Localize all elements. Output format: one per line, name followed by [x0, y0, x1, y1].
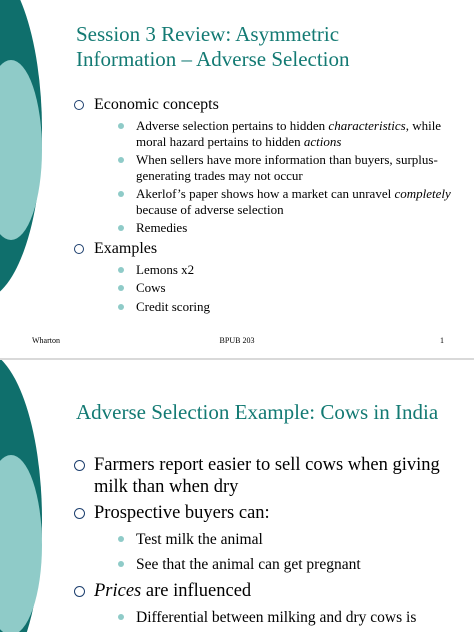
bullet-text: Examples: [94, 239, 158, 257]
text-segment: Remedies: [136, 220, 188, 235]
bullet-text: Economic concepts: [94, 96, 219, 113]
list-item: [114, 186, 454, 217]
prices-list: [114, 608, 464, 627]
dot-bullet-icon: [118, 123, 124, 129]
text-segment: Differential between milking and dry cows is: [136, 609, 417, 626]
bullet-farmers: [74, 454, 464, 498]
slide-2: [0, 360, 474, 632]
italic-text: Prices: [94, 581, 142, 601]
slide-1-title: [76, 22, 350, 72]
list-item: [114, 220, 454, 236]
examples-list: [114, 262, 454, 315]
text-segment: See that the animal can get pregnant: [136, 556, 361, 573]
text-segment: Lemons x2: [136, 261, 195, 277]
title-line-1: Session 3 Review: Asymmetric: [76, 22, 340, 46]
text-segment: When sellers have more information than buyers, surplus-generating trades may not occur: [136, 152, 438, 183]
list-item: [114, 280, 454, 296]
slide-1-bullets: [74, 95, 454, 317]
list-item: [114, 118, 454, 149]
text-segment: Cows: [136, 280, 166, 295]
text-segment: Credit scoring: [136, 298, 211, 314]
slide-2-bullets: [74, 454, 464, 632]
hollow-bullet-icon: [74, 460, 85, 471]
hollow-bullet-icon: [74, 100, 84, 110]
text-segment: because of adverse selection: [136, 201, 284, 217]
dot-bullet-icon: [118, 614, 124, 620]
bullet-buyers: [74, 502, 464, 574]
dot-bullet-icon: [118, 285, 124, 291]
list-item: [114, 262, 454, 278]
slide-2-title: Adverse Selection Example: Cows in India: [76, 400, 439, 424]
bullet-examples: [74, 239, 454, 315]
list-item: [114, 608, 464, 627]
economic-concepts-list: [114, 118, 454, 236]
dot-bullet-icon: [118, 304, 124, 310]
list-item: [114, 530, 464, 549]
text-segment: are influenced: [141, 581, 252, 601]
footer-left: Wharton: [32, 336, 60, 345]
buyers-list: [114, 530, 464, 574]
text-segment: Adverse selection pertains to hidden: [136, 118, 329, 133]
bullet-economic-concepts: [74, 95, 454, 236]
italic-text: completely: [394, 186, 451, 201]
dot-bullet-icon: [118, 191, 124, 197]
italic-text: actions: [303, 133, 342, 149]
bullet-text: Prospective buyers can:: [94, 503, 270, 523]
footer-center: BPUB 203: [219, 336, 255, 345]
list-item: [114, 299, 454, 315]
text-segment: , while moral hazard pertains to hidden: [136, 118, 442, 149]
dot-bullet-icon: [118, 561, 124, 567]
hollow-bullet-icon: [74, 586, 85, 597]
dot-bullet-icon: [118, 267, 124, 273]
dot-bullet-icon: [118, 225, 124, 231]
italic-text: characteristics: [328, 118, 406, 133]
text-segment: Akerlof’s paper shows how a market can unravel: [136, 186, 395, 201]
dot-bullet-icon: [118, 157, 124, 163]
title-line-2: Information – Adverse Selection: [76, 46, 350, 71]
bullet-text: Farmers report easier to sell cows when giving milk than when dry: [94, 455, 440, 497]
list-item: [114, 555, 464, 574]
bullet-prices: [74, 580, 464, 627]
hollow-bullet-icon: [74, 508, 85, 519]
page-number: 1: [440, 336, 444, 345]
dot-bullet-icon: [118, 536, 124, 542]
list-item: [114, 152, 454, 183]
hollow-bullet-icon: [74, 244, 84, 254]
text-segment: Test milk the animal: [136, 531, 263, 548]
